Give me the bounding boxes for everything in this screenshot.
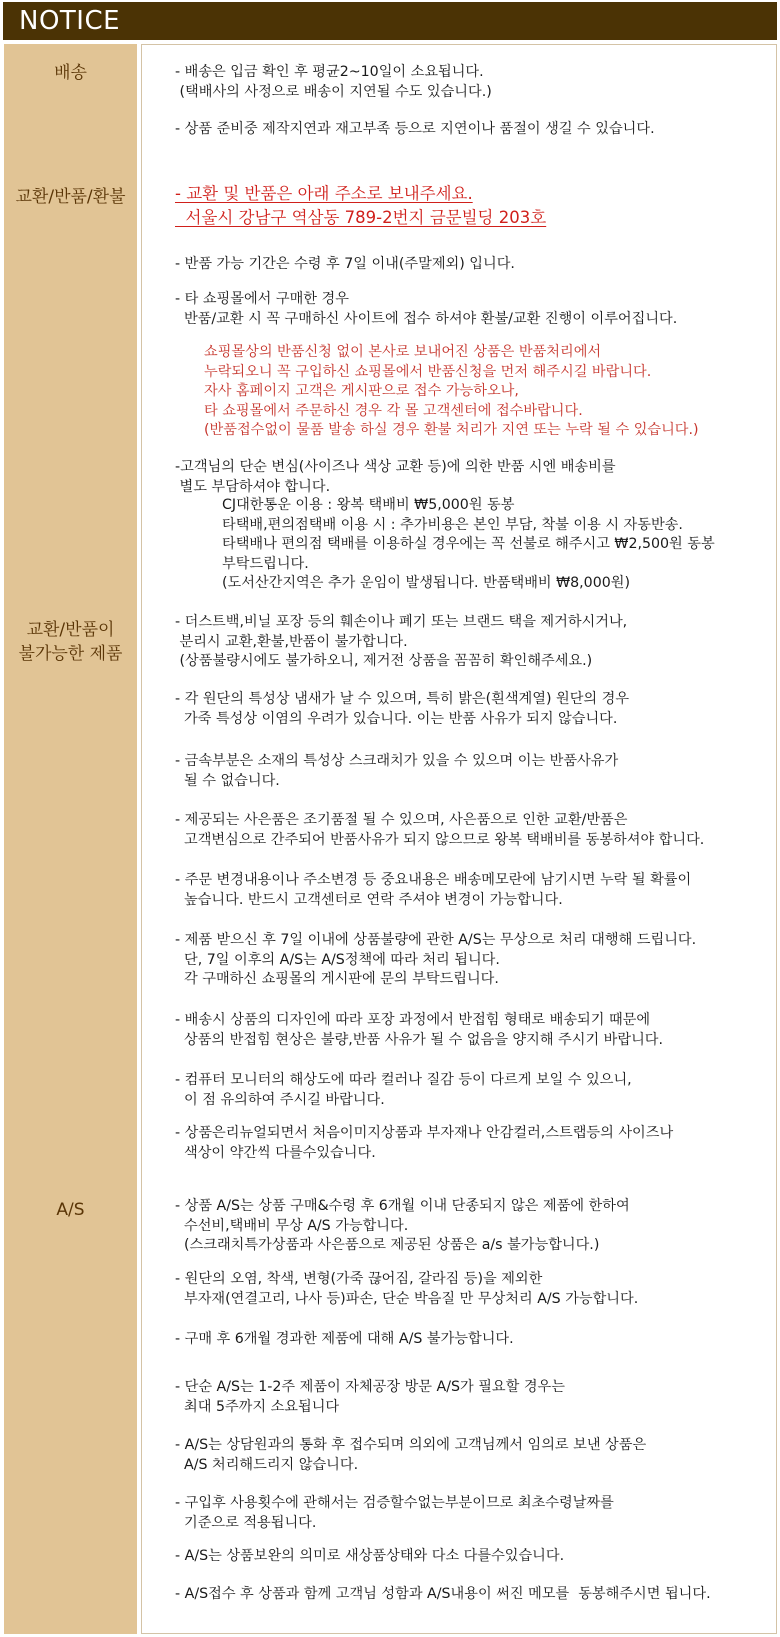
non-returnable-notice-2: - 각 원단의 특성상 냄새가 날 수 있으며, 특히 밝은(흰색계열) 원단의 경우 가죽 특성상 이염의 우려가 있습니다. 이는 반품 사유가 되지 않습니다. xyxy=(175,691,630,727)
category-as: A/S xyxy=(56,1200,85,1220)
non-returnable-notice-5: - 주문 변경내용이나 주소변경 등 중요내용은 배송메모란에 남기시면 누락 될 확률이 높습니다. 반드시 고객센터로 연락 주셔야 변경이 가능합니다. xyxy=(175,872,692,908)
exchange-notice-2: - 타 쇼핑몰에서 구매한 경우 반품/교환 시 꼭 구매하신 사이트에 접수 하셔야 환불/교환 진행이 이루어집니다. xyxy=(175,291,678,327)
as-notice-7: - A/S는 상품보완의 의미로 새상품상태와 다소 다를수있습니다. xyxy=(175,1548,565,1564)
as-notice-8: - A/S접수 후 상품과 함께 고객님 성함과 A/S내용이 써진 메모를 동봉해주시면 됩니다. xyxy=(175,1586,711,1602)
shipping-notice-2: - 상품 준비중 제작지연과 재고부족 등으로 지연이나 품절이 생길 수 있습니다. xyxy=(175,121,655,137)
non-returnable-notice-8: - 컴퓨터 모니터의 해상도에 따라 컬러나 질감 등이 다르게 보일 수 있으니, 이 점 유의하여 주시길 바랍니다. xyxy=(175,1072,632,1108)
non-returnable-notice-7: - 배송시 상품의 디자인에 따라 포장 과정에서 반접힘 형태로 배송되기 때문에 상품의 반접힘 현상은 불량,반품 사유가 될 수 없음을 양지해 주시기 바랍니다. xyxy=(175,1012,663,1048)
as-notice-5: - A/S는 상담원과의 통화 후 접수되며 의외에 고객님께서 임의로 보낸 상품은 A/S 처리해드리지 않습니다. xyxy=(175,1437,647,1473)
category-sidebar xyxy=(4,44,137,1634)
as-notice-2: - 원단의 오염, 착색, 변형(가죽 끊어짐, 갈라짐 등)을 제외한 부자재(연결고리, 나사 등)파손, 단순 박음질 만 무상처리 A/S 가능합니다. xyxy=(175,1271,639,1307)
as-notice-3: - 구매 후 6개월 경과한 제품에 대해 A/S 불가능합니다. xyxy=(175,1331,514,1347)
as-notice-4: - 단순 A/S는 1-2주 제품이 자체공장 방문 A/S가 필요할 경우는 최대 5주까지 소요됩니다 xyxy=(175,1379,565,1415)
as-notice-6: - 구입후 사용횟수에 관해서는 검증할수없는부분이므로 최초수령날짜를 기준으로 적용됩니다. xyxy=(175,1495,614,1531)
category-non-returnable: 교환/반품이 불가능한 제품 xyxy=(18,620,123,664)
category-shipping: 배송 xyxy=(54,63,87,83)
shipping-notice-1: - 배송은 입금 확인 후 평균2~10일이 소요됩니다. (택배사의 사정으로 배송이 지연될 수도 있습니다.) xyxy=(175,64,492,100)
category-exchange-return-refund: 교환/반품/환불 xyxy=(15,187,126,207)
non-returnable-notice-6: - 제품 받으신 후 7일 이내에 상품불량에 관한 A/S는 무상으로 처리 대행해 드립니다. 단, 7일 이후의 A/S는 A/S정책에 따라 처리 됩니다. 각 구매하신 쇼핑몰의 게시판에 문의 부탁드립니다. xyxy=(175,932,697,988)
exchange-warning: 쇼핑몰상의 반품신청 없이 본사로 보내어진 상품은 반품처리에서 누락되오니 꼭 구입하신 쇼핑몰에서 반품신청을 먼저 해주시길 바랍니다. 자사 홈페이지 고객은 게시판으로 접수 가능하오나, 타 쇼핑몰에서 주문하신 경우 각 몰 고객센터에 접수바랍니다. (반품접수없이 물품 발송 하실 경우 환불 처리가 지연 또는 누락 될 수 있습니다.) xyxy=(204,344,699,439)
non-returnable-notice-1: - 더스트백,비닐 포장 등의 훼손이나 폐기 또는 브랜드 택을 제거하시거나, 분리시 교환,환불,반품이 불가합니다. (상품불량시에도 불가하오니, 제거전 상품을 꼼꼼히 확인해주세요.) xyxy=(175,614,628,670)
as-notice-1: - 상품 A/S는 상품 구매&수령 후 6개월 이내 단종되지 않은 제품에 한하여 수선비,택배비 무상 A/S 가능합니다. (스크래치특가상품과 사은품으로 제공된 상품은 a/s 불가능합니다.) xyxy=(175,1198,630,1254)
notice-header: NOTICE xyxy=(3,2,777,40)
non-returnable-notice-4: - 제공되는 사은품은 조기품절 될 수 있으며, 사은품으로 인한 교환/반품은 고객변심으로 간주되어 반품사유가 되지 않으므로 왕복 택배비를 동봉하셔야 합니다. xyxy=(175,812,705,848)
non-returnable-notice-9: - 상품은리뉴얼되면서 처음이미지상품과 부자재나 안감컬러,스트랩등의 사이즈나 색상이 약간씩 다를수있습니다. xyxy=(175,1125,674,1161)
non-returnable-notice-3: - 금속부분은 소재의 특성상 스크래치가 있을 수 있으며 이는 반품사유가 될 수 없습니다. xyxy=(175,753,619,789)
exchange-notice-1: - 반품 가능 기간은 수령 후 7일 이내(주말제외) 입니다. xyxy=(175,256,515,272)
return-address: - 교환 및 반품은 아래 주소로 보내주세요. 서울시 강남구 역삼동 789-2번지 금문빌딩 203호 xyxy=(175,184,547,227)
return-shipping-fees: CJ대한통운 이용 : 왕복 택배비 ₩5,000원 동봉 타택배,편의점택배 이용 시 : 추가비용은 본인 부담, 착불 이용 시 자동반송. 타택배나 편의점 택배를 이용하실 경우에는 꼭 선불로 해주시고 ₩2,500원 동봉 부탁드립니다. (도서산간지역은 추가 운임이 발생됩니다. 반품택배비 ₩8,000원) xyxy=(222,497,715,592)
exchange-notice-3: -고객님의 단순 변심(사이즈나 색상 교환 등)에 의한 반품 시엔 배송비를 별도 부담하셔야 합니다. xyxy=(175,459,616,495)
